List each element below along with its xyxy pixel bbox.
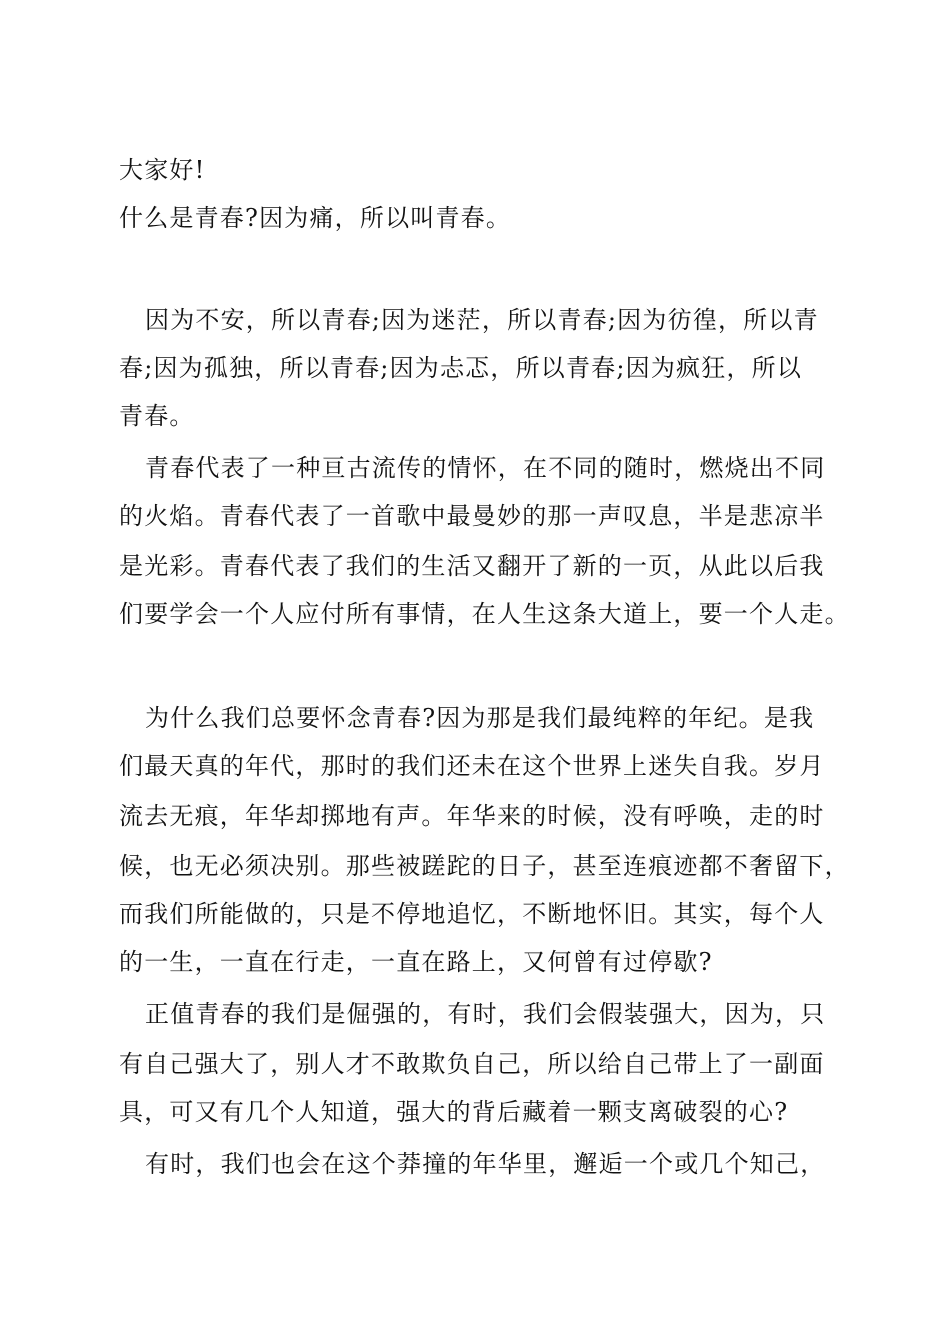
paragraph-line: 为什么我们总要怀念青春?因为那是我们最纯粹的年纪。是我 xyxy=(145,704,815,732)
paragraph-line: 青春代表了一种亘古流传的情怀，在不同的随时，燃烧出不同 xyxy=(145,454,826,482)
greeting-line: 大家好! xyxy=(119,156,206,184)
paragraph-line: 而我们所能做的，只是不停地追忆，不断地怀旧。其实，每个人 xyxy=(119,900,825,928)
paragraph-line: 青春。 xyxy=(119,402,195,430)
paragraph-line: 的火焰。青春代表了一首歌中最曼妙的那一声叹息，半是悲凉半 xyxy=(119,502,825,530)
paragraph-line: 春;因为孤独，所以青春;因为忐忑，所以青春;因为疯狂，所以 xyxy=(119,354,803,382)
paragraph-line: 有时，我们也会在这个莽撞的年华里，邂逅一个或几个知己， xyxy=(145,1150,826,1178)
paragraph-line: 什么是青春?因为痛，所以叫青春。 xyxy=(119,204,512,232)
paragraph-line: 流去无痕，年华却掷地有声。年华来的时候，没有呼唤，走的时 xyxy=(119,802,825,830)
paragraph-line: 正值青春的我们是倔强的，有时，我们会假装强大，因为，只 xyxy=(145,1000,826,1028)
paragraph-line: 们最天真的年代，那时的我们还未在这个世界上迷失自我。岁月 xyxy=(119,752,825,780)
paragraph-line: 的一生，一直在行走，一直在路上，又何曾有过停歇? xyxy=(119,948,713,976)
paragraph-line: 们要学会一个人应付所有事情，在人生这条大道上，要一个人走。 xyxy=(119,600,850,628)
paragraph-line: 候，也无必须决别。那些被蹉跎的日子，甚至连痕迹都不奢留下， xyxy=(119,852,850,880)
paragraph-line: 具，可又有几个人知道，强大的背后藏着一颗支离破裂的心? xyxy=(119,1098,789,1126)
paragraph-line: 因为不安，所以青春;因为迷茫，所以青春;因为彷徨，所以青 xyxy=(145,306,819,334)
paragraph-line: 有自己强大了，别人才不敢欺负自己，所以给自己带上了一副面 xyxy=(119,1050,825,1078)
paragraph-line: 是光彩。青春代表了我们的生活又翻开了新的一页，从此以后我 xyxy=(119,552,825,580)
